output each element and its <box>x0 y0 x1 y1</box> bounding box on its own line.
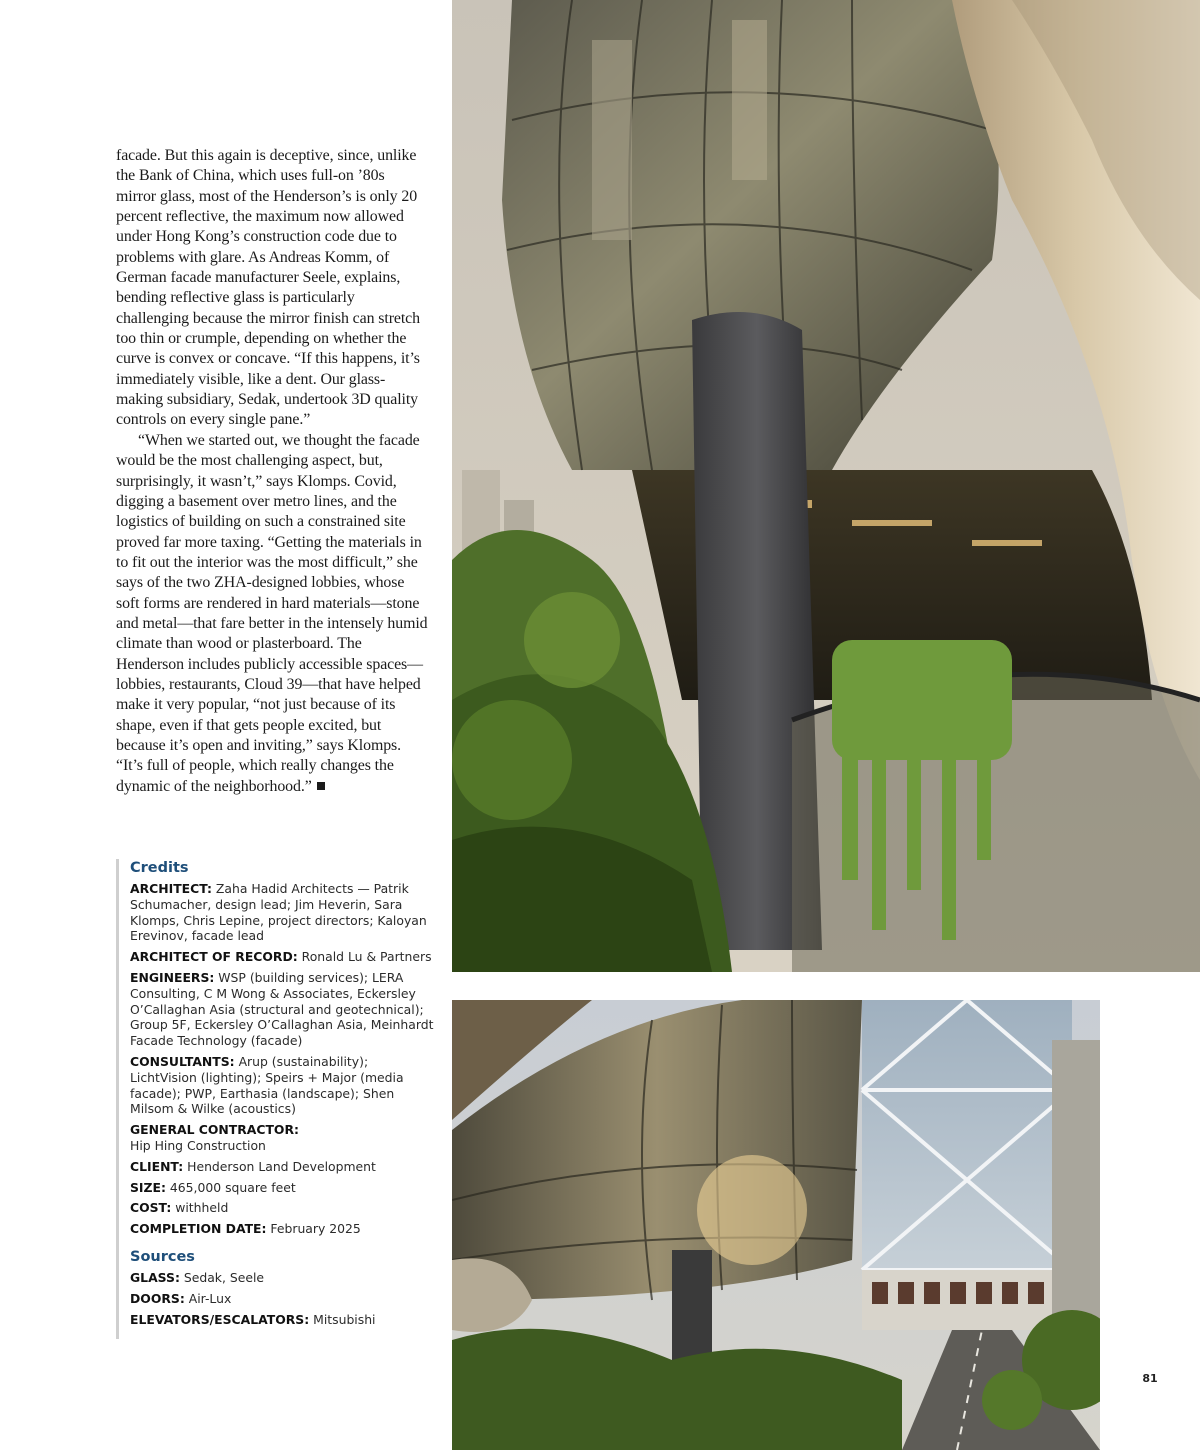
credit-value: Arup (sustainability); LichtVision (lighting); Speirs + Major (media facade); PWP, Earthasia (landscape); Shen Milsom & Wilke (acoustics) <box>130 1053 404 1117</box>
credits-heading: Credits <box>130 860 189 876</box>
credit-label: COST: <box>130 1200 172 1216</box>
credit-value: Hip Hing Construction <box>130 1137 266 1153</box>
article-paragraph-text: “When we started out, we thought the facade would be the most challenging aspect, but, surprisingly, it wasn’t,” says Klomps. Covid, digging a basement over metro lines, and the logistics of building on such a constrained site proved far more taxing. “Getting the materials in to fit out the interior was the most difficult,” she says of the two ZHA-designed lobbies, whose soft forms are rendered in hard materials—stone and metal—that fare better in the intensely humid climate than wood or plasterboard. The Henderson includes publicly accessible spaces—lobbies, restaurants, Cloud 39—that have helped make it very popular, “not just because of its shape, even if that gets people excited, but because it’s open and inviting,” says Klomps. “It’s full of people, which really changes the dynamic of the neighborhood.” <box>116 431 428 795</box>
source-label: ELEVATORS/ESCALATORS: <box>130 1311 310 1327</box>
facade-lobby-illustration <box>452 0 1200 972</box>
credit-value: 465,000 square feet <box>169 1179 296 1195</box>
facade-street-illustration <box>452 1000 1100 1450</box>
credit-entry <box>130 970 434 1049</box>
source-label: DOORS: <box>130 1290 185 1306</box>
article-paragraph <box>116 431 428 797</box>
credit-label: ARCHITECT: <box>130 881 212 896</box>
photo-facade-street <box>452 1000 1100 1450</box>
credit-value: Henderson Land Development <box>187 1158 376 1174</box>
article-paragraph: facade. But this again is deceptive, since, unlike the Bank of China, which uses full-on ’80s mirror glass, most of the Henderson’s is only 20 percent reflective, the maximum now allowed under Hong Kong’s construction code due to problems with glare. As Andreas Komm, of German facade manufacturer Seele, explains, bending reflective glass is particularly challenging because the mirror finish can stretch too thin or crumple, depending on whether the curve is convex or concave. “If this happens, it’s immediately visible, like a dent. Our glass-making subsidiary, Sedak, undertook 3D quality controls on every single pane.” <box>116 147 420 429</box>
credit-entry <box>130 1054 434 1117</box>
source-value: Sedak, Seele <box>183 1269 265 1285</box>
source-value: Air-Lux <box>188 1290 232 1306</box>
credit-entry <box>130 1122 434 1154</box>
credit-label: ENGINEERS: <box>130 969 215 985</box>
sources-heading: Sources <box>130 1248 195 1265</box>
credit-label: GENERAL CONTRACTOR: <box>130 1122 299 1138</box>
credit-label: COMPLETION DATE: <box>130 1221 267 1237</box>
source-value: Mitsubishi <box>313 1311 376 1327</box>
credit-entry <box>130 1180 434 1196</box>
source-label: GLASS: <box>130 1269 180 1285</box>
credit-value: Zaha Hadid Architects — Patrik Schumacher, design lead; Jim Heverin, Sara Klomps, Chris Lepine, project directors; Kaloyan Erevinov, facade lead <box>130 881 427 944</box>
credit-entry <box>130 1200 434 1216</box>
credit-value: withheld <box>175 1200 229 1216</box>
source-entry <box>130 1291 434 1307</box>
credit-value: February 2025 <box>270 1221 361 1237</box>
credit-value: Ronald Lu & Partners <box>301 949 432 965</box>
credit-label: CONSULTANTS: <box>130 1053 235 1069</box>
credit-label: ARCHITECT OF RECORD: <box>130 949 298 965</box>
credit-entry <box>130 1221 434 1237</box>
photo-curved-facade-lobby <box>452 0 1200 972</box>
credit-entry <box>130 1159 434 1175</box>
page-number: 81 <box>1142 1372 1158 1385</box>
credit-label: CLIENT: <box>130 1158 184 1174</box>
source-entry <box>130 1312 434 1328</box>
end-mark-icon <box>317 782 325 790</box>
article-body <box>116 146 428 797</box>
credits-sidebar <box>116 859 434 1339</box>
credit-value: WSP (building services); LERA Consulting, C M Wong & Associates, Eckersley O’Callaghan Asia (structural and geotechnical); Group 5F, Eckersley O’Callaghan Asia, Meinhardt Facade Technology (facade) <box>130 969 434 1049</box>
credit-entry <box>130 949 434 965</box>
credit-label: SIZE: <box>130 1179 166 1195</box>
source-entry <box>130 1270 434 1286</box>
credit-entry <box>130 881 434 944</box>
